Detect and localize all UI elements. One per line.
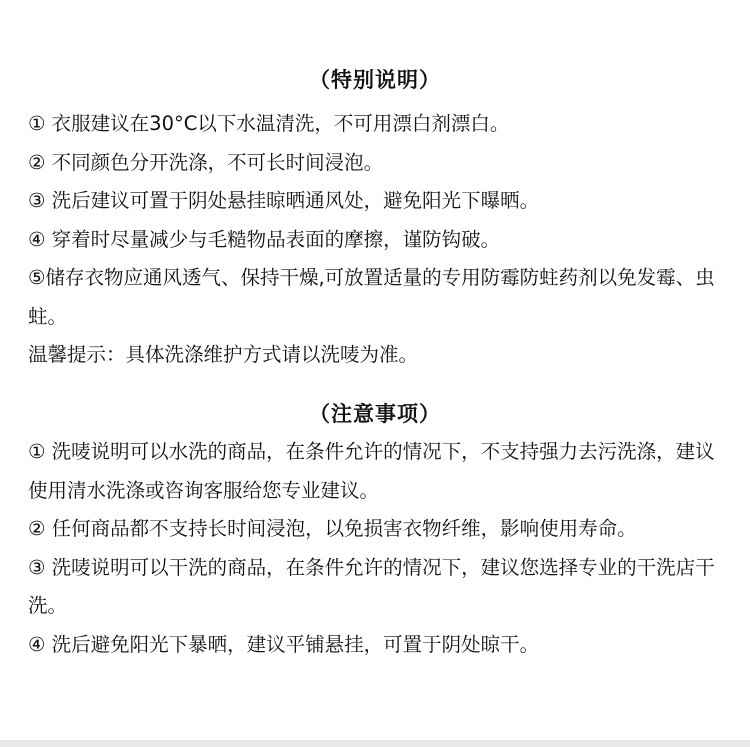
precaution-4: ④ 洗后避免阳光下暴晒，建议平铺悬挂，可置于阴处晾干。 [28, 632, 540, 656]
special-note-3: ③ 洗后建议可置于阴处悬挂晾晒通风处，避免阳光下曝晒。 [28, 189, 540, 212]
special-note-5: ⑤储存衣物应通风透气、保持干燥,可放置适量的专用防霉防蛀药剂以免发霉、虫蛀。 [28, 266, 715, 328]
special-note-1: ① 衣服建议在30°C以下水温清洗，不可用漂白剂漂白。 [28, 112, 510, 135]
warm-tip: 温馨提示：具体洗涤维护方式请以洗唛为准。 [28, 343, 419, 366]
precautions-list [28, 433, 728, 664]
special-note-4: ④ 穿着时尽量减少与毛糙物品表面的摩擦，谨防钩破。 [28, 227, 501, 251]
precautions-title: （注意事项） [309, 402, 441, 426]
footer-divider [0, 740, 750, 747]
special-notes-title: （特别说明） [309, 68, 441, 92]
precaution-1: ① 洗唛说明可以水洗的商品，在条件允许的情况下，不支持强力去污洗涤，建议使用清水洗涤或咨询客服给您专业建议。 [28, 440, 715, 502]
precaution-3: ③ 洗唛说明可以干洗的商品，在条件允许的情况下，建议您选择专业的干洗店干洗。 [28, 555, 715, 617]
special-note-2: ② 不同颜色分开洗涤，不可长时间浸泡。 [28, 150, 384, 174]
precaution-2: ② 任何商品都不支持长时间浸泡，以免损害衣物纤维，影响使用寿命。 [28, 517, 637, 540]
special-notes-list [28, 105, 728, 375]
